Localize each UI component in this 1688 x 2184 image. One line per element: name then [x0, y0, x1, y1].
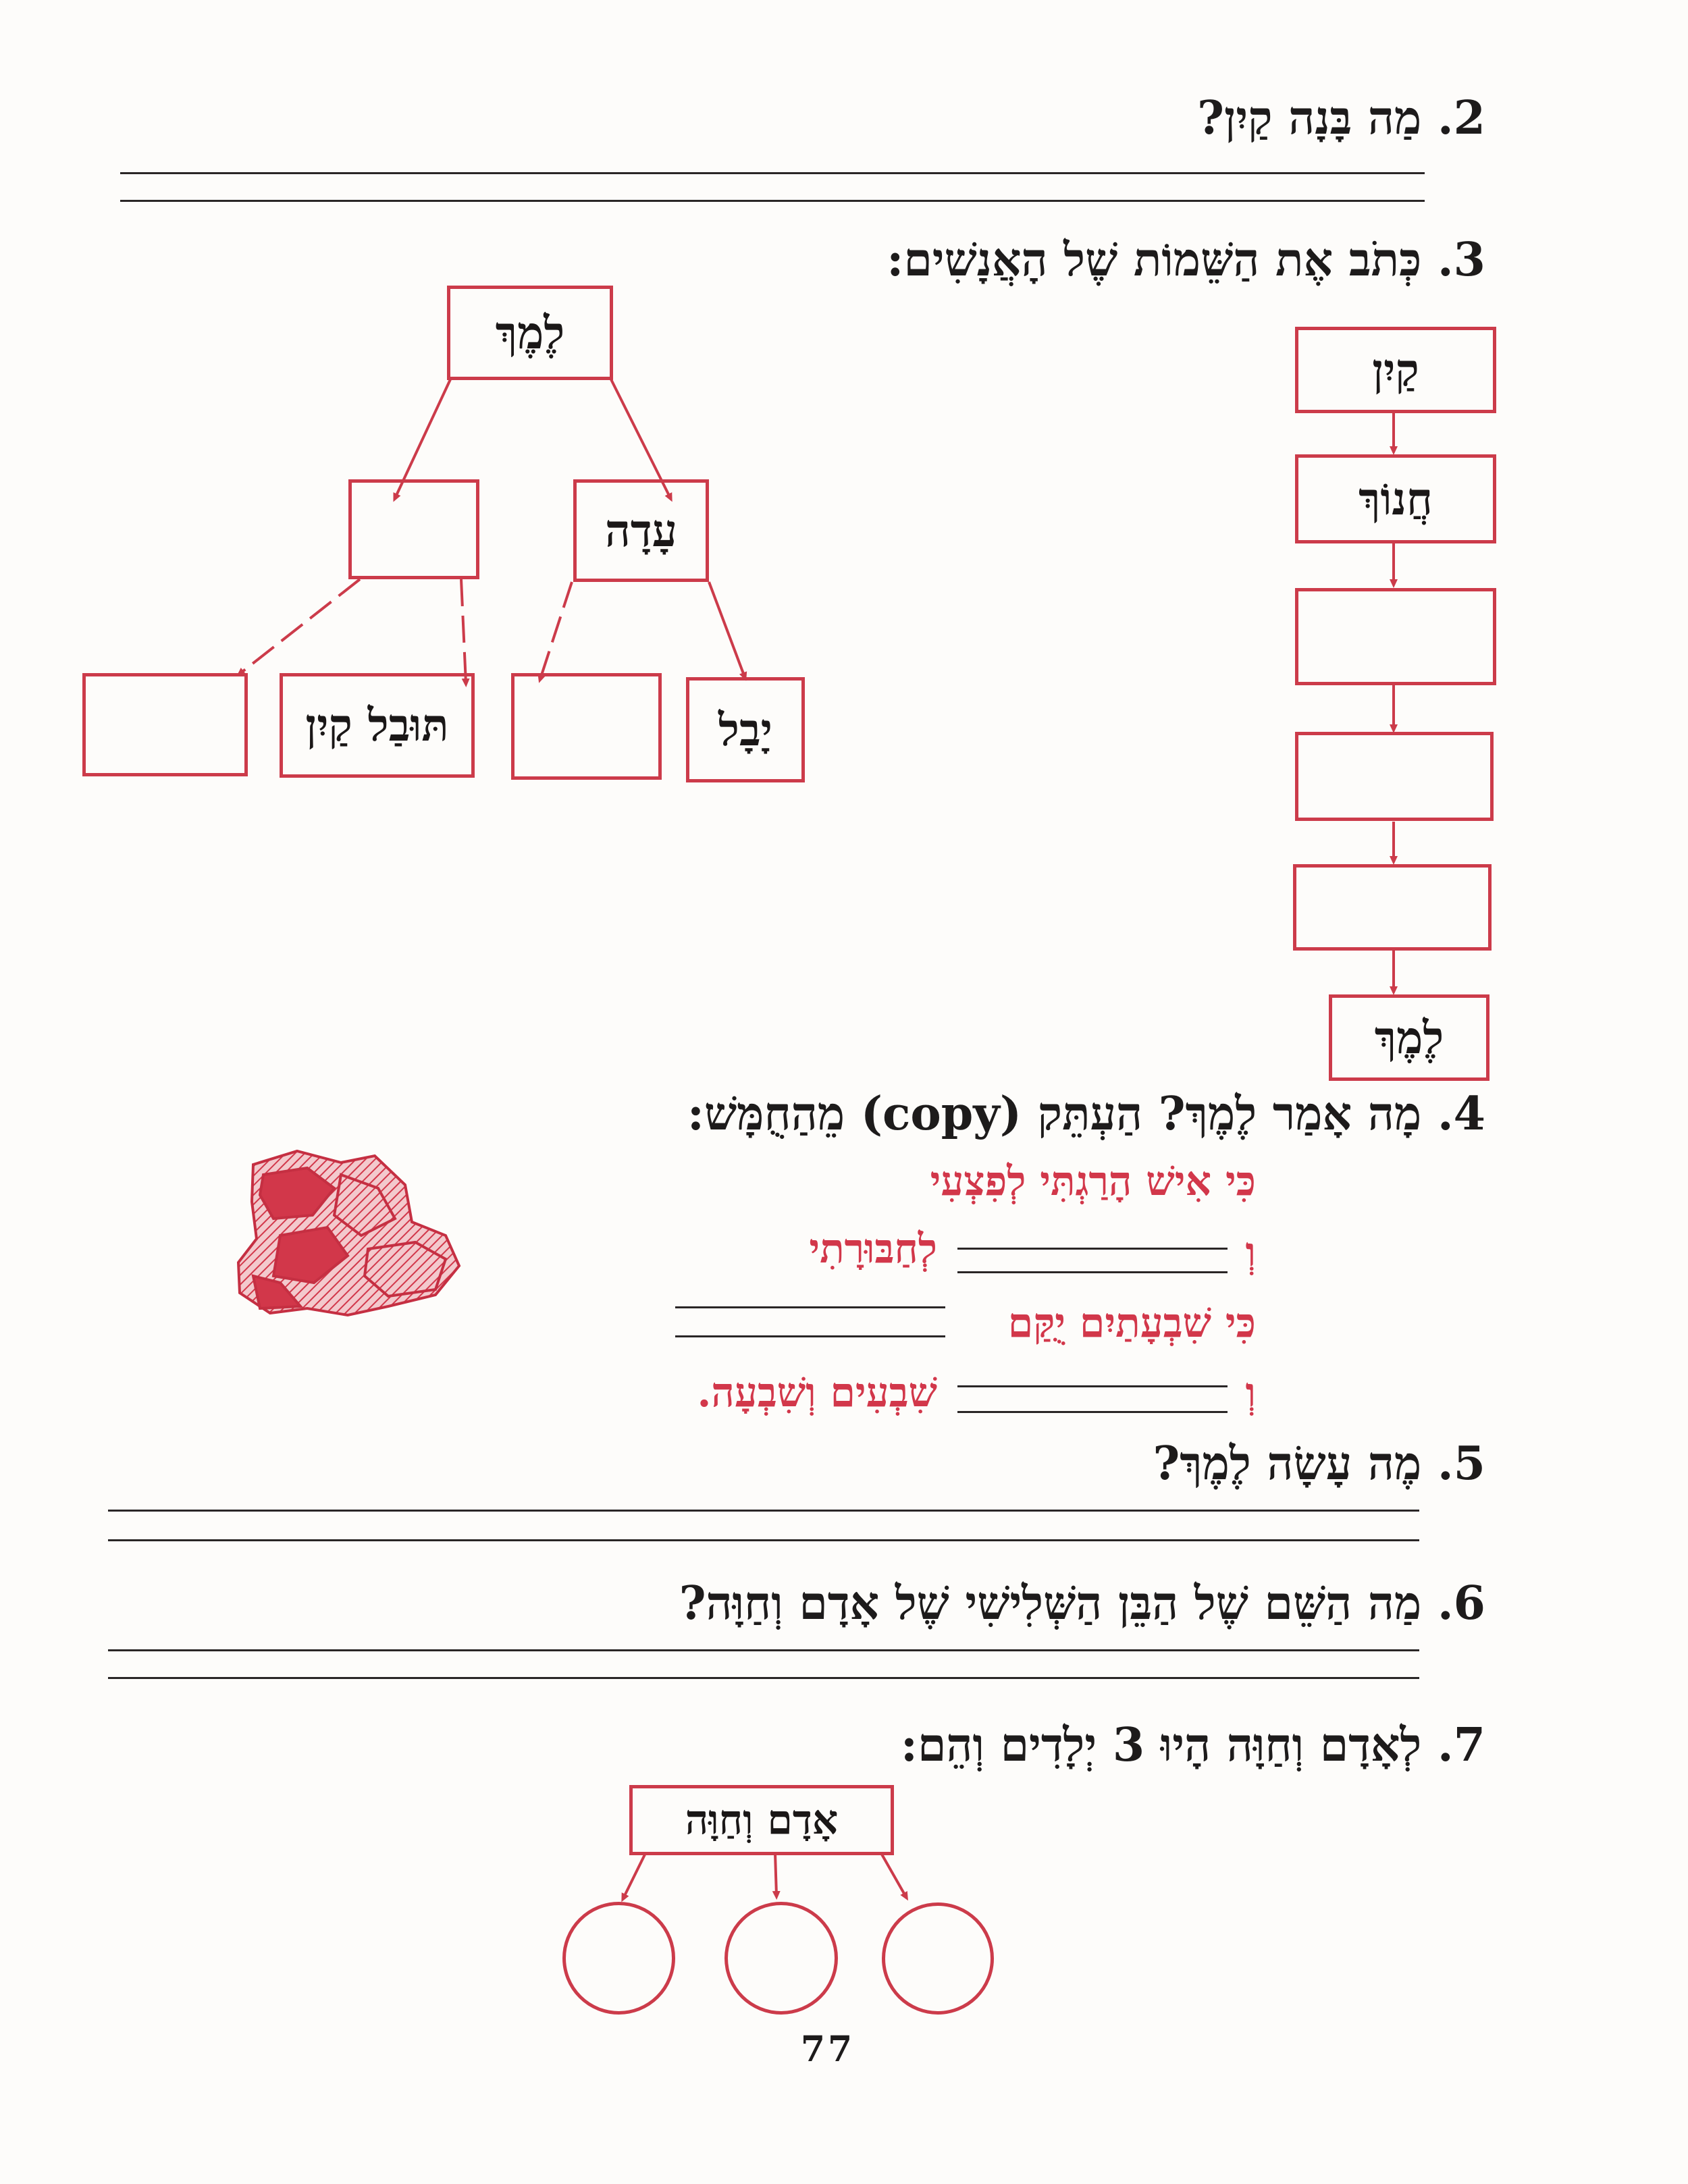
tree-arrow: [540, 582, 572, 679]
tree-root-box: לֶמֶךְ: [447, 286, 613, 380]
family-arrow: [775, 1853, 776, 1896]
question-3: 3. כְּתֹב אֶת הַשֵּׁמוֹת שֶׁל הָאֲנָשִׁים:: [887, 233, 1485, 287]
question-2: 2. מַה בָּנָה קַיִן?: [1197, 91, 1485, 145]
copy-line[interactable]: [957, 1271, 1228, 1273]
tree-arrow: [461, 579, 466, 683]
question-4: 4. מָה אָמַר לֶמֶךְ? הַעְתֵּק (copy) מֵהַחֻמָּשׁ:: [687, 1087, 1485, 1141]
poem-line-4-suffix: שִׁבְעִים וְשִׁבְעָה.: [697, 1369, 937, 1416]
poem-line-1: כִּי אִישׁ הָרַגְתִּי לְפִצְעִי: [930, 1158, 1256, 1205]
question-6: 6. מַה הַשֵּׁם שֶׁל הַבֵּן הַשְּׁלִישִׁי שֶׁל אָדָם וְחַוָּה?: [679, 1576, 1485, 1630]
poem-line-3: כִּי שִׁבְעָתַיִם יֻקַּם: [1007, 1300, 1256, 1347]
tree-arrow: [709, 582, 745, 677]
answer-line[interactable]: [120, 200, 1425, 202]
answer-line[interactable]: [108, 1649, 1419, 1651]
tree-child-box-3: תּוּבַל קַיִן: [280, 673, 475, 778]
tree-child-box-1: יָבָל: [686, 677, 805, 782]
poem-line-2-prefix: וְ: [1245, 1229, 1256, 1276]
page-number: 77: [800, 2029, 855, 2070]
poem-line-2-suffix: לְחַבּוּרָתִי: [809, 1225, 937, 1273]
family-arrow: [881, 1853, 906, 1897]
answer-line[interactable]: [108, 1510, 1419, 1512]
copy-line[interactable]: [675, 1335, 945, 1337]
poem-line-4-prefix: וְ: [1245, 1369, 1256, 1416]
family-arrow: [623, 1853, 645, 1898]
question-7: 7. לְאָדָם וְחַוָּה הָיוּ 3 יְלָדִים וְהֵם:: [900, 1718, 1485, 1772]
chain-box-6: לֶמֶךְ: [1329, 994, 1489, 1081]
chain-box-5[interactable]: [1293, 864, 1492, 951]
copy-line[interactable]: [675, 1306, 945, 1308]
answer-line[interactable]: [120, 172, 1425, 174]
tree-wife-box-1: עָדָה: [573, 479, 709, 582]
child-circle-1[interactable]: [562, 1902, 675, 2015]
answer-line[interactable]: [108, 1539, 1419, 1541]
answer-line[interactable]: [108, 1677, 1419, 1679]
copy-line[interactable]: [957, 1248, 1228, 1250]
copy-line[interactable]: [957, 1385, 1228, 1387]
tree-arrow: [240, 579, 360, 674]
chain-box-4[interactable]: [1295, 732, 1494, 821]
tree-child-box-2[interactable]: [511, 673, 662, 780]
chain-box-1: קַיִן: [1295, 327, 1496, 413]
tree-child-box-4[interactable]: [82, 673, 248, 776]
chain-box-2: חֲנוֹךְ: [1295, 454, 1496, 543]
rock-icon: [233, 1148, 463, 1320]
copy-line[interactable]: [957, 1411, 1228, 1413]
child-circle-3[interactable]: [882, 1902, 994, 2015]
chain-box-3[interactable]: [1295, 588, 1496, 685]
tree-wife-box-2[interactable]: [348, 479, 479, 579]
child-circle-2[interactable]: [724, 1902, 838, 2015]
question-5: 5. מֶה עָשָׂה לֶמֶךְ?: [1153, 1437, 1485, 1491]
parents-box: אָדָם וְחַוָּה: [629, 1785, 894, 1855]
